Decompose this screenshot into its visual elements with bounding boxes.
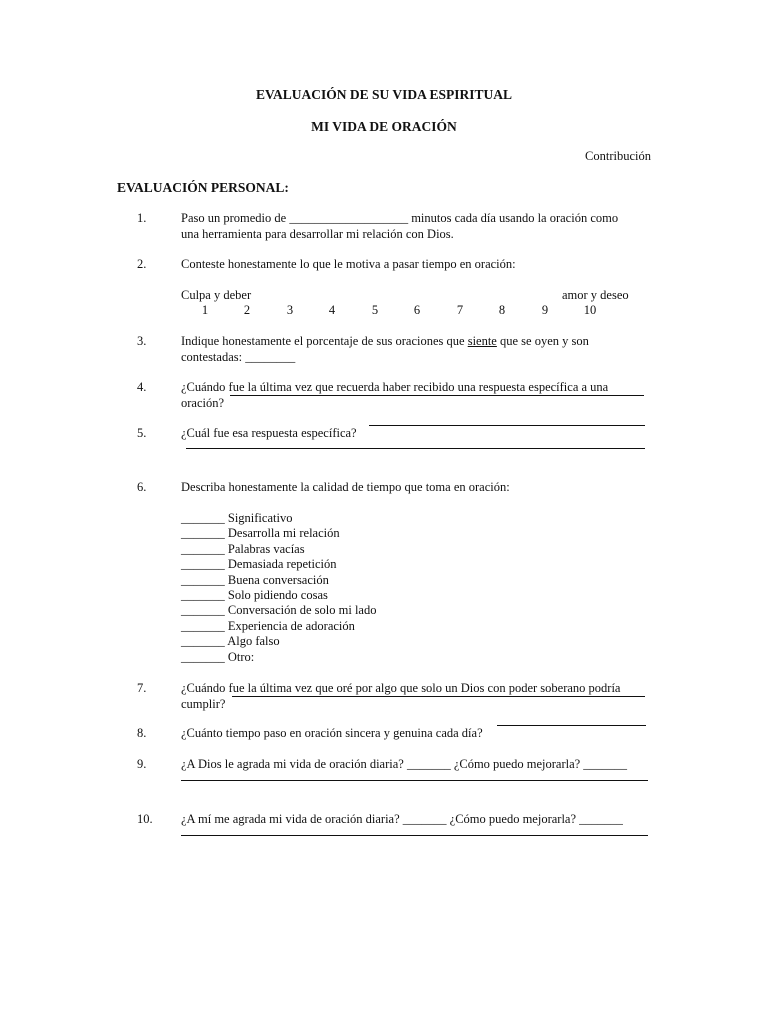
option-blank[interactable]: _______ [181,541,225,556]
question-number: 6. [137,480,147,494]
question-text-part: Indique honestamente el porcentaje de sus oraciones que [181,334,465,348]
answer-line[interactable] [497,725,646,726]
question-text: Conteste honestamente lo que le motiva a pasar tiempo en oración: [181,257,516,271]
quality-option [181,526,340,542]
question-text-part: Paso un promedio de [181,211,287,225]
question-text [181,757,627,773]
quality-option [181,542,305,558]
question-text-line2: cumplir? [181,697,226,711]
question-text-part: minutos cada día usando la oración como [411,211,619,225]
question-text: ¿Cuándo fue la última vez que recuerda haber recibido una respuesta específica a una [181,380,609,394]
option-label: Palabras vacías [227,541,305,556]
scale-option-10[interactable]: 10 [583,303,597,317]
scale-right-label: amor y deseo [562,288,629,302]
emphasis-word: siente [467,334,497,348]
option-label: Solo pidiendo cosas [227,588,328,602]
question-text [181,334,589,350]
question-text-part: ¿Cómo puedo mejorarla? [449,812,577,826]
question-text-line2: oración? [181,396,225,410]
scale-option-2[interactable]: 2 [243,303,251,317]
question-text: Describa honestamente la calidad de tiempo que toma en oración: [181,480,510,494]
scale-option-3[interactable]: 3 [286,303,294,317]
question-number: 4. [137,380,147,394]
question-number: 2. [137,257,147,271]
answer-blank[interactable]: _______ [579,812,623,826]
quality-option [181,511,292,527]
question-text-part: ¿Cómo puedo mejorarla? [453,757,581,771]
question-text: ¿Cuál fue esa respuesta específica? [181,426,357,440]
option-label: Otro: [227,649,255,664]
question-text [181,211,618,227]
quality-option [181,650,254,666]
question-number: 8. [137,726,147,740]
answer-blank[interactable]: _______ [406,757,451,771]
answer-line[interactable] [186,448,645,449]
option-label: Significativo [227,511,293,525]
option-blank[interactable]: _______ [181,572,225,587]
page-title: EVALUACIÓN DE SU VIDA ESPIRITUAL [255,87,513,102]
quality-option [181,573,329,589]
option-blank[interactable]: _______ [181,649,225,664]
question-text-part: ¿A mí me agrada mi vida de oración diaria? [181,812,400,826]
answer-blank[interactable]: _______ [402,812,447,826]
answer-line[interactable] [369,425,645,426]
scale-option-7[interactable]: 7 [456,303,464,317]
question-text [181,812,623,828]
question-text-part: ¿A Dios le agrada mi vida de oración diaria? [181,757,404,771]
quality-option [181,603,376,619]
question-number: 5. [137,426,147,440]
section-heading: EVALUACIÓN PERSONAL: [117,180,289,195]
question-text-part: contestadas: [181,350,243,364]
minutes-blank[interactable]: ___________________ [289,211,409,225]
question-number: 3. [137,334,147,348]
scale-option-5[interactable]: 5 [371,303,379,317]
question-text-part: que se oyen y son [500,334,589,348]
option-blank[interactable]: _______ [181,603,225,618]
option-blank[interactable]: _______ [181,618,225,633]
percentage-blank[interactable]: ________ [245,350,296,364]
scale-option-6[interactable]: 6 [413,303,421,317]
contribution-label: Contribución [585,149,651,163]
option-label: Desarrolla mi relación [227,526,340,541]
option-blank[interactable]: _______ [181,526,225,541]
question-text-line2 [181,350,295,366]
page-subtitle: MI VIDA DE ORACIÓN [311,119,457,134]
question-number: 10. [137,812,153,826]
option-label: Buena conversación [227,572,329,587]
option-label: Algo falso [227,634,280,649]
scale-option-1[interactable]: 1 [201,303,209,317]
option-blank[interactable]: _______ [181,511,225,525]
answer-line[interactable] [232,696,645,697]
option-blank[interactable]: _______ [181,634,225,649]
quality-option [181,634,280,650]
option-blank[interactable]: _______ [181,557,225,572]
answer-line[interactable] [181,835,648,836]
option-label: Conversación de solo mi lado [227,603,377,618]
question-number: 1. [137,211,147,225]
answer-line[interactable] [181,780,648,781]
quality-option [181,557,337,573]
question-number: 7. [137,681,147,695]
answer-blank[interactable]: _______ [583,757,628,771]
scale-left-label: Culpa y deber [181,288,252,302]
question-text-line2: una herramienta para desarrollar mi relación con Dios. [181,227,454,241]
question-text: ¿Cuánto tiempo paso en oración sincera y genuina cada día? [181,726,483,740]
scale-option-9[interactable]: 9 [541,303,549,317]
scale-option-4[interactable]: 4 [328,303,336,317]
option-label: Demasiada repetición [227,557,337,572]
answer-line[interactable] [230,395,644,396]
question-text: ¿Cuándo fue la última vez que oré por algo que solo un Dios con poder soberano podría [181,681,621,695]
question-number: 9. [137,757,147,771]
scale-option-8[interactable]: 8 [498,303,506,317]
option-blank[interactable]: _______ [181,588,225,602]
quality-option [181,619,355,635]
option-label: Experiencia de adoración [227,618,355,633]
quality-option [181,588,328,604]
